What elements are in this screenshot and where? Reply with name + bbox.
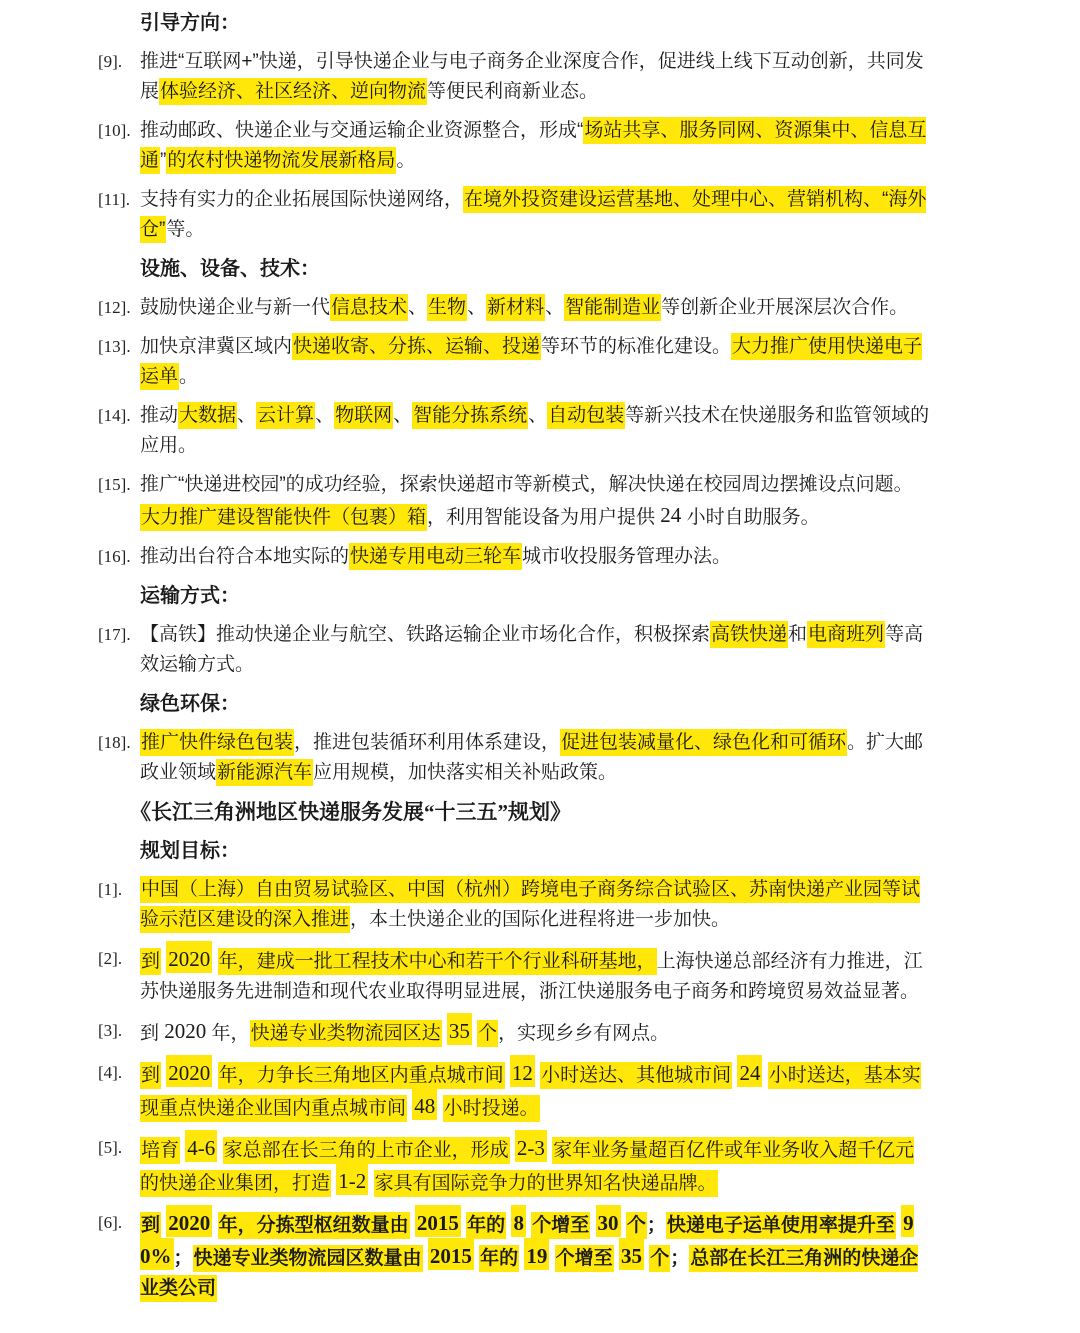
highlighted-text: 快递专用电动三轮车 — [349, 543, 522, 570]
highlighted-text: 的农村快递物流发展新格局 — [166, 147, 396, 174]
paragraph-text — [140, 401, 932, 461]
paragraph-5 — [98, 1133, 992, 1199]
paragraph-text — [140, 1058, 932, 1124]
highlighted-text: 新材料 — [486, 294, 545, 321]
paragraph-9 — [98, 47, 992, 107]
highlighted-text: 个 — [626, 1212, 647, 1239]
paragraph-6 — [98, 1208, 992, 1304]
highlighted-text: 2020 — [166, 941, 212, 973]
highlighted-text: 快递专业类物流园区数量由 — [193, 1245, 423, 1272]
highlighted-text: 年，建成一批工程技术中心和若干个行业科研基地， — [218, 948, 657, 975]
highlighted-text: 快递电子运单使用率提升至 — [666, 1212, 896, 1239]
section-heading: 绿色环保： — [140, 693, 240, 715]
highlighted-text: 电商班列 — [807, 621, 885, 648]
highlighted-text: 2020 — [166, 1205, 212, 1237]
document-title: 《长江三角洲地区快递服务发展“十三五”规划》 — [130, 800, 571, 824]
paragraph-number: [5]. — [98, 1138, 123, 1157]
paragraph-14 — [98, 401, 992, 461]
section-heading: 引导方向： — [140, 12, 240, 34]
paragraph-number: [12]. — [98, 298, 131, 317]
paragraph-11 — [98, 185, 992, 245]
paragraph-text — [140, 542, 932, 572]
paragraph-number: [14]. — [98, 406, 131, 425]
highlighted-text: 年，力争长三角地区内重点城市间 — [218, 1062, 505, 1089]
text-segment: 应用规模，加快落实相关补贴政策。 — [313, 762, 618, 783]
text-segment — [549, 1248, 554, 1269]
text-segment — [217, 1140, 222, 1161]
highlighted-text: 大力推广使用快递电子运单 — [140, 333, 922, 390]
paragraph-number: [11]. — [98, 190, 130, 209]
paragraph-15 — [98, 470, 992, 533]
text-segment — [762, 1065, 767, 1086]
text-segment: 等新兴技术在快递服务和监管领域的应用。 — [140, 405, 930, 456]
highlighted-text: 大力推广建设智能快件（包裹）箱 — [140, 504, 427, 531]
highlighted-text: 信息技术 — [330, 294, 408, 321]
highlighted-text: 家具有国际竞争力的世界知名快递品牌。 — [374, 1170, 718, 1197]
text-segment: ，本土快递企业的国际化进程将进一步加快。 — [350, 909, 731, 930]
highlighted-text: 家年业务量超百亿件或年业务收入超千亿元的快递企业集团，打造 — [140, 1137, 914, 1197]
paragraph-number: [3]. — [98, 1021, 123, 1040]
paragraph-number: [16]. — [98, 547, 131, 566]
highlighted-text: 促进包装减量化、绿色化和可循环 — [560, 729, 847, 756]
text-segment: 鼓励快递企业与新一代 — [140, 297, 331, 318]
highlighted-text: 个增至 — [531, 1212, 590, 1239]
highlighted-text: 2020 — [166, 1055, 212, 1087]
text-segment: 到 — [140, 1023, 165, 1044]
highlighted-text: 新能源汽车 — [216, 759, 313, 786]
text-segment: 24 — [660, 503, 682, 527]
text-segment: ； — [670, 1248, 690, 1269]
text-segment — [437, 1098, 442, 1119]
text-segment: ，推进包装循环利用体系建设， — [294, 732, 561, 753]
text-segment — [212, 1065, 217, 1086]
highlighted-text: 培育 — [140, 1137, 180, 1164]
highlighted-text: 智能制造业 — [564, 294, 661, 321]
paragraph-text — [140, 728, 932, 788]
highlighted-text: 生物 — [427, 294, 467, 321]
text-segment: 、 — [408, 297, 428, 318]
highlighted-text: 30 — [596, 1205, 621, 1237]
text-segment: 城市收投服务管理办法。 — [522, 546, 732, 567]
paragraph-text — [140, 332, 932, 392]
highlighted-text: 48 — [412, 1088, 437, 1120]
highlighted-text: 物联网 — [334, 402, 393, 429]
text-segment: 加快京津冀区域内 — [140, 336, 293, 357]
paragraph-text — [140, 470, 932, 533]
paragraph-number: [15]. — [98, 475, 131, 494]
highlighted-text: 2-3 — [515, 1130, 547, 1162]
text-segment: ，实现乡乡有网点。 — [498, 1023, 670, 1044]
text-segment: 、 — [545, 297, 565, 318]
paragraph-text — [140, 116, 932, 176]
highlighted-text: 到 — [140, 1062, 161, 1089]
highlighted-text: 小时送达、其他城市间 — [540, 1062, 732, 1089]
highlighted-text: 快递收寄、分拣、运输、投递 — [292, 333, 541, 360]
paragraph-number: [6]. — [98, 1213, 123, 1232]
highlighted-text: 1-2 — [336, 1163, 368, 1195]
highlighted-text: 个 — [477, 1020, 498, 1047]
highlighted-text: 19 — [524, 1238, 549, 1270]
text-segment: ，利用智能设备为用户提供 — [427, 507, 661, 528]
highlighted-text: 小时送达，基本实现重点快递企业国内重点城市间 — [140, 1062, 921, 1122]
highlighted-text: 35 — [447, 1013, 472, 1045]
paragraph-number: [10]. — [98, 121, 131, 140]
highlighted-text: 中国（上海）自由贸易试验区、中国（杭州）跨境电子商务综合试验区、苏南快递产业园等试验示范区建设的深入推进 — [140, 876, 920, 933]
paragraph-text — [140, 1016, 932, 1049]
text-segment — [212, 1215, 217, 1236]
paragraph-text — [140, 47, 932, 107]
paragraph-2 — [98, 944, 992, 1007]
highlighted-text: 个 — [649, 1245, 670, 1272]
text-segment: 、 — [315, 405, 335, 426]
highlighted-text: 场站共享、服务同网、资源集中、信息互通 — [140, 117, 926, 174]
highlighted-text: 到 — [140, 948, 161, 975]
highlighted-text: 推广快件绿色包装 — [140, 729, 294, 756]
paragraph-text — [140, 620, 932, 680]
highlighted-text: 在境外投资建设运营基地、处理中心、营销机构、“海外仓” — [140, 186, 926, 243]
text-segment: 等环节的标准化建设。 — [541, 336, 732, 357]
text-segment: ； — [646, 1215, 666, 1236]
paragraph-number: [17]. — [98, 625, 131, 644]
text-segment: 支持有实力的企业拓展国际快递网络， — [140, 189, 464, 210]
paragraph-number: [18]. — [98, 733, 131, 752]
highlighted-text: 云计算 — [256, 402, 315, 429]
text-segment: ” — [160, 150, 167, 171]
highlighted-text: 8 — [511, 1205, 526, 1237]
paragraph-16 — [98, 542, 992, 572]
text-segment: 推广“快递进校园”的成功经验，探索快递超市等新模式，解决快递在校园周边摆摊设点问题。 — [140, 474, 913, 495]
text-segment: 上海快递总部经济有力推进，江苏快递服务先进制造和现代农业取得明显进展，浙江快递服务电子商务和跨境贸易效益显著。 — [140, 951, 923, 1002]
paragraph-17 — [98, 620, 992, 680]
paragraph-text — [140, 1208, 932, 1304]
text-segment: 2020 — [164, 1019, 207, 1043]
text-segment: 。 — [396, 150, 416, 171]
paragraph-text — [140, 185, 932, 245]
highlighted-text: 自动包装 — [547, 402, 625, 429]
paragraph-number: [13]. — [98, 337, 131, 356]
paragraph-1 — [98, 875, 992, 935]
text-segment: 【高铁】推动快递企业与航空、铁路运输企业市场化合作，积极探索 — [140, 624, 711, 645]
text-segment: ； — [173, 1248, 193, 1269]
text-segment: 推动 — [140, 405, 179, 426]
text-segment: 推动出台符合本地实际的 — [140, 546, 350, 567]
highlighted-text: 大数据 — [178, 402, 237, 429]
text-segment: 等。 — [166, 219, 205, 240]
text-segment: 。 — [179, 366, 199, 387]
paragraph-18 — [98, 728, 992, 788]
text-segment: 、 — [528, 405, 548, 426]
highlighted-text: 年的 — [466, 1212, 506, 1239]
text-segment: 年， — [206, 1023, 250, 1044]
text-segment: 小时自助服务。 — [681, 507, 820, 528]
highlighted-text: 智能分拣系统 — [412, 402, 528, 429]
paragraph-3 — [98, 1016, 992, 1049]
paragraph-number: [4]. — [98, 1063, 123, 1082]
text-segment: 、 — [467, 297, 487, 318]
text-segment: 和 — [788, 624, 808, 645]
paragraph-text — [140, 293, 932, 323]
text-segment — [368, 1173, 373, 1194]
highlighted-text: 90% — [140, 1205, 914, 1270]
text-segment: 等便民利商新业态。 — [427, 81, 599, 102]
highlighted-text: 12 — [510, 1055, 535, 1087]
paragraph-text — [140, 875, 932, 935]
highlighted-text: 4-6 — [185, 1130, 217, 1162]
text-segment: 、 — [237, 405, 257, 426]
paragraph-number: [9]. — [98, 52, 123, 71]
highlighted-text: 24 — [737, 1055, 762, 1087]
text-segment: 。扩大邮政业领域 — [140, 732, 924, 783]
text-segment: 等高效运输方式。 — [140, 624, 924, 675]
text-segment: 等创新企业开展深层次合作。 — [661, 297, 909, 318]
paragraph-13 — [98, 332, 992, 392]
highlighted-text: 年，分拣型枢纽数量由 — [218, 1212, 410, 1239]
paragraph-text — [140, 1133, 932, 1199]
highlighted-text: 个增至 — [555, 1245, 614, 1272]
paragraph-number: [2]. — [98, 949, 123, 968]
highlighted-text: 35 — [619, 1238, 644, 1270]
highlighted-text: 高铁快递 — [710, 621, 788, 648]
text-segment: 推动邮政、快递企业与交通运输企业资源整合，形成“ — [140, 120, 584, 141]
section-heading: 规划目标： — [140, 840, 240, 862]
highlighted-text: 快递专业类物流园区达 — [250, 1020, 442, 1047]
section-heading: 设施、设备、技术： — [140, 258, 320, 280]
text-segment — [212, 951, 217, 972]
highlighted-text: 小时投递。 — [443, 1095, 540, 1122]
highlighted-text: 家总部在长三角的上市企业，形成 — [223, 1137, 510, 1164]
text-segment — [590, 1215, 595, 1236]
text-segment: 、 — [393, 405, 413, 426]
highlighted-text: 2015 — [428, 1238, 474, 1270]
paragraph-4 — [98, 1058, 992, 1124]
highlighted-text: 到 — [140, 1212, 161, 1239]
highlighted-text: 体验经济、社区经济、逆向物流 — [159, 78, 427, 105]
highlighted-text: 年的 — [479, 1245, 519, 1272]
highlighted-text: 2015 — [415, 1205, 461, 1237]
section-heading: 运输方式： — [140, 585, 240, 607]
text-segment: 推进“互联网+”快递，引导快递企业与电子商务企业深度合作，促进线上线下互动创新，共同发展 — [140, 51, 924, 102]
highlighted-text: 总部在长江三角洲的快递企业类公司 — [140, 1245, 918, 1302]
paragraph-10 — [98, 116, 992, 176]
paragraph-text — [140, 944, 932, 1007]
paragraph-12 — [98, 293, 992, 323]
paragraph-number: [1]. — [98, 880, 123, 899]
